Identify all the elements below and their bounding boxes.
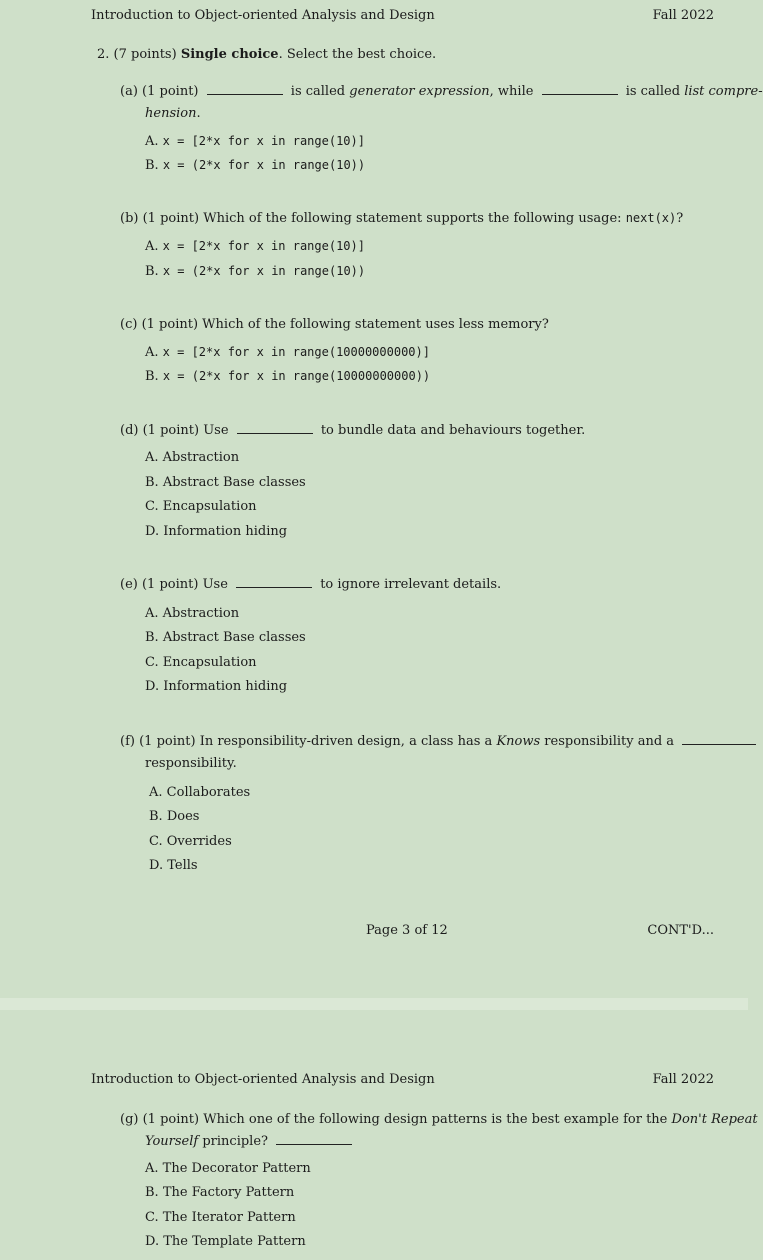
question-heading: 2. (7 points) Single choice. Select the best choice.	[97, 47, 437, 62]
part-f-blank	[682, 743, 756, 745]
part-g-line1: (g) (1 point) Which one of the following design patterns is the best example for the Don't Repeat	[120, 1112, 758, 1127]
option-a-a: A. x = [2*x for x in range(10)]	[145, 134, 365, 149]
page-gap	[0, 998, 748, 1010]
option-b-a: A. x = [2*x for x in range(10)]	[145, 239, 365, 254]
option-e-c: C. Encapsulation	[145, 655, 257, 670]
option-f-b: B. Does	[149, 809, 200, 824]
option-b-b: B. x = (2*x for x in range(10))	[145, 264, 366, 279]
option-f-a: A. Collaborates	[149, 785, 251, 800]
option-f-d: D. Tells	[149, 858, 198, 873]
part-b-line1: (b) (1 point) Which of the following statement supports the following usage: next(x)?	[120, 211, 684, 226]
header-course: Introduction to Object-oriented Analysis and Design	[91, 8, 435, 23]
option-d-c: C. Encapsulation	[145, 499, 257, 514]
option-e-d: D. Information hiding	[145, 679, 288, 694]
option-g-a: A. The Decorator Pattern	[145, 1161, 311, 1176]
option-f-c: C. Overrides	[149, 834, 232, 849]
option-d-a: A. Abstraction	[145, 450, 240, 465]
option-c-a: A. x = [2*x for x in range(10000000000)]	[145, 345, 430, 360]
part-a-blank-1	[207, 93, 283, 95]
part-a-line1: (a) (1 point) is called generator expression, while is called list compre-	[120, 84, 763, 99]
header-course-2: Introduction to Object-oriented Analysis and Design	[91, 1072, 435, 1087]
continued-label: CONT'D...	[647, 923, 714, 938]
option-d-b: B. Abstract Base classes	[145, 475, 306, 490]
option-g-d: D. The Template Pattern	[145, 1234, 306, 1249]
part-e-line1: (e) (1 point) Use to ignore irrelevant details.	[120, 577, 502, 592]
part-d-blank	[237, 432, 313, 434]
part-c-line1: (c) (1 point) Which of the following statement uses less memory?	[120, 317, 549, 332]
option-e-a: A. Abstraction	[145, 606, 240, 621]
page-number: Page 3 of 12	[366, 923, 448, 938]
header-term: Fall 2022	[652, 8, 714, 23]
option-g-c: C. The Iterator Pattern	[145, 1210, 296, 1225]
option-e-b: B. Abstract Base classes	[145, 630, 306, 645]
option-a-b: B. x = (2*x for x in range(10))	[145, 158, 366, 173]
part-f-line1: (f) (1 point) In responsibility-driven design, a class has a Knows responsibility and a	[120, 734, 760, 749]
option-c-b: B. x = (2*x for x in range(10000000000))	[145, 369, 431, 384]
part-g-line2: Yourself principle?	[145, 1134, 356, 1149]
option-g-b: B. The Factory Pattern	[145, 1185, 295, 1200]
part-a-blank-2	[542, 93, 618, 95]
part-e-blank	[236, 586, 312, 588]
part-d-line1: (d) (1 point) Use to bundle data and behaviours together.	[120, 423, 586, 438]
part-f-line2: responsibility.	[145, 756, 237, 771]
option-d-d: D. Information hiding	[145, 524, 288, 539]
part-g-blank	[276, 1143, 352, 1145]
part-a-line2: hension.	[145, 106, 201, 121]
header-term-2: Fall 2022	[652, 1072, 714, 1087]
page-4	[0, 1010, 758, 1260]
